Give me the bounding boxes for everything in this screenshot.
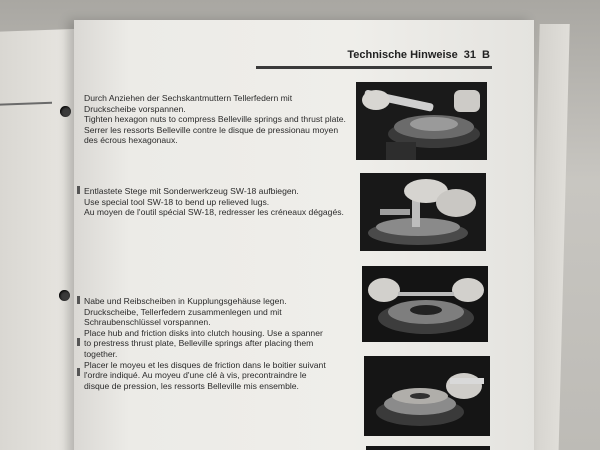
page-stack-edge <box>528 24 570 450</box>
step-2-english: Use special tool SW-18 to bend up relieved lugs. <box>84 196 270 207</box>
step-2-french: Au moyen de l'outil spécial SW-18, redresser les créneaux dégagés. <box>84 207 344 218</box>
page-header <box>340 49 490 65</box>
step-3-german: Nabe und Reibscheiben in Kupplungsgehäuse legen. Druckscheibe, Tellerfedern zusammenlegen und mit Schraubenschlüssel vorspannen. <box>84 296 287 328</box>
binder-hole-bottom <box>59 290 70 301</box>
clutch-disks-photo <box>364 356 490 436</box>
step-1-text <box>84 93 346 146</box>
header-title: Technische Hinweise <box>347 49 458 61</box>
section-letter: B <box>482 49 490 61</box>
step-1-german: Durch Anziehen der Sechskantmuttern Tellerfedern mit Druckscheibe vorspannen. <box>84 93 293 114</box>
step-1-english: Tighten hexagon nuts to compress Belleville springs and thrust plate. <box>84 114 346 125</box>
wrench-on-clutch-photo <box>356 82 487 160</box>
step-1-french: Serrer les ressorts Belleville contre le disque de pressionau moyen des écrous hexagonaux. <box>84 124 339 146</box>
step-3-marker-en <box>77 338 80 346</box>
previous-page-rule <box>0 102 52 106</box>
page-number: 31 <box>463 49 477 61</box>
next-photo-edge <box>366 446 490 450</box>
step-2-marker <box>77 186 80 194</box>
step-2-text <box>84 186 346 218</box>
clutch-housing-photo <box>362 266 488 342</box>
step-2-german: Entlastete Stege mit Sonderwerkzeug SW-18 aufbiegen. <box>84 186 299 196</box>
special-tool-photo <box>360 173 486 251</box>
step-3-french: Placer le moyeu et les disques de friction dans le boitier suivant l'ordre indiqué. Au moyeu d'une clé à vis, precontraindre le disque de pression, les ressorts Belleville mis ensemble. <box>84 359 326 391</box>
step-3-text <box>84 296 332 391</box>
step-3-marker-de <box>77 296 80 304</box>
header-rule <box>256 66 492 69</box>
step-3-english: Place hub and friction disks into clutch housing. Use a spanner to prestress thrust plate, Belleville springs after placing them together. <box>84 327 323 359</box>
step-3-marker-fr <box>77 368 80 376</box>
binder-hole-top <box>60 106 71 117</box>
